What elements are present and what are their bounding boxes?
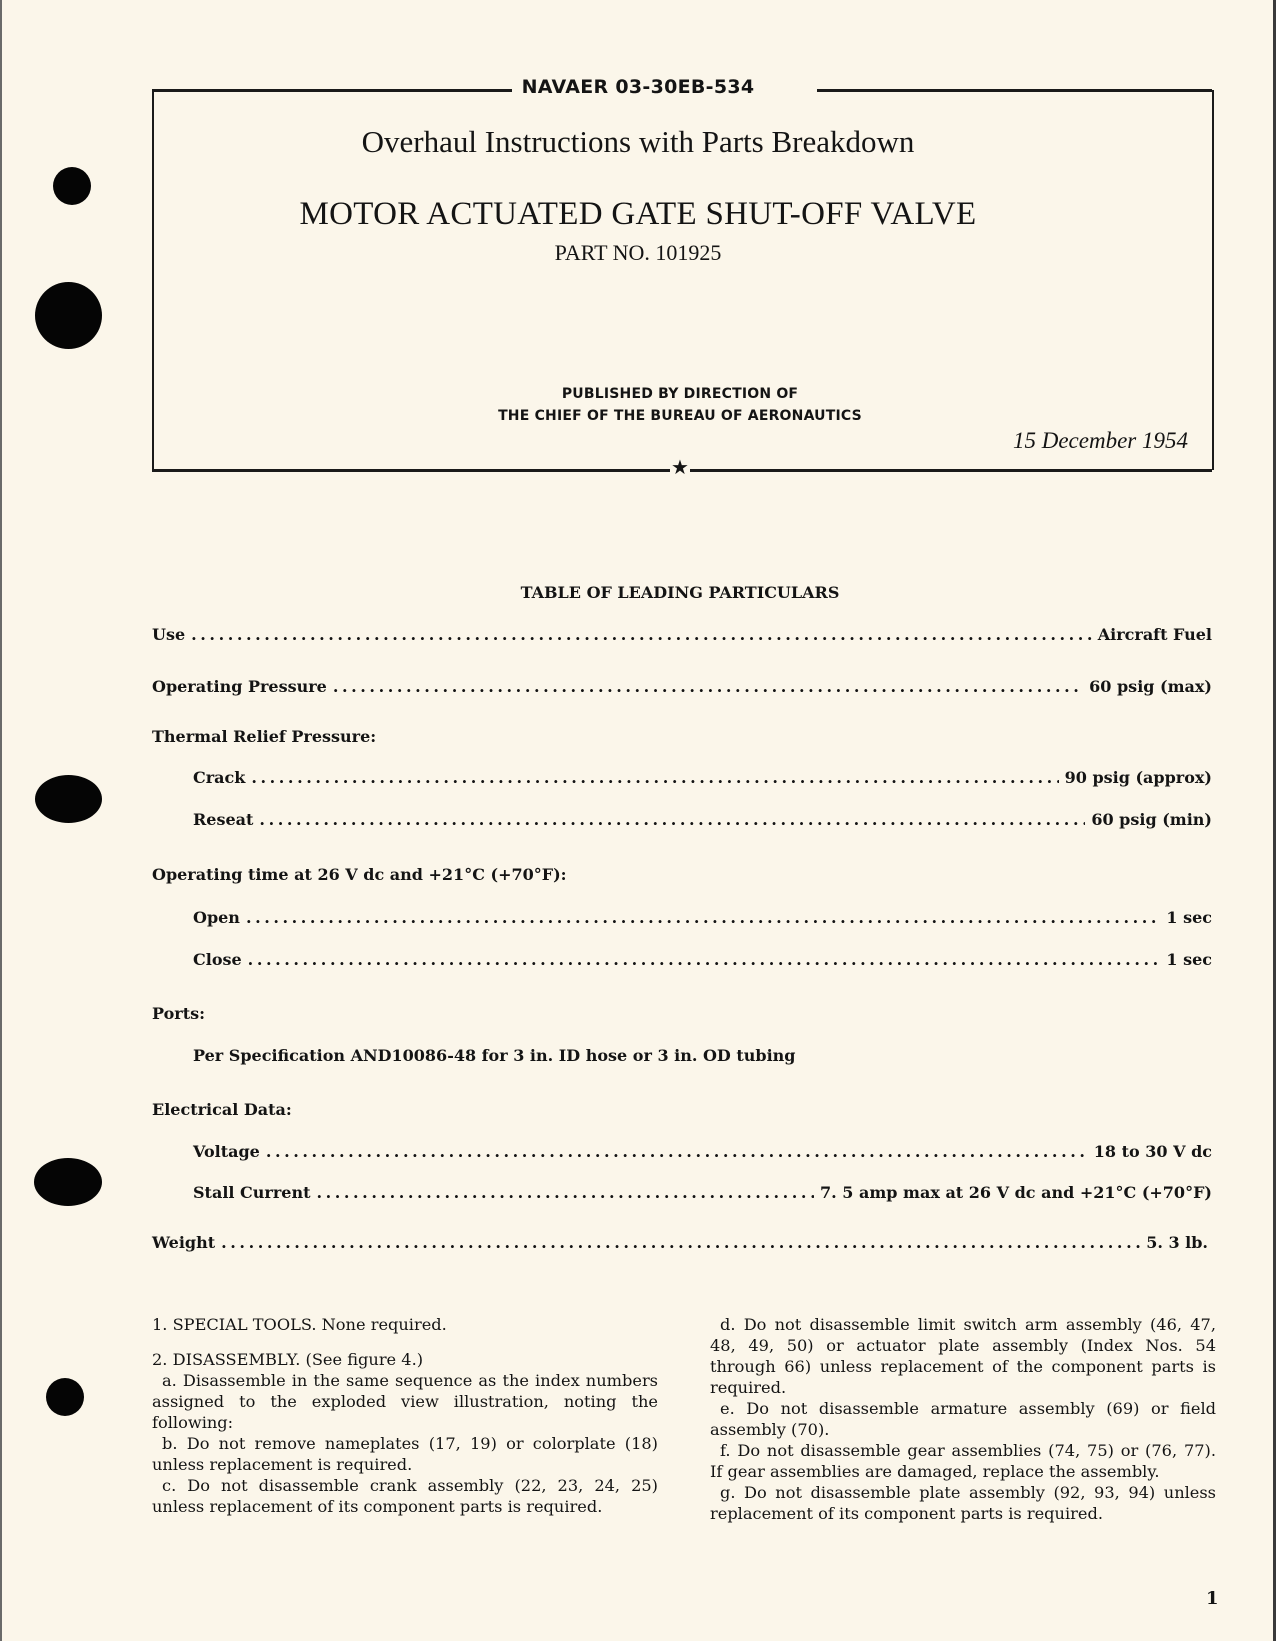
operating-time-heading: Operating time at 26 V dc and +21°C (+70°F): bbox=[152, 865, 567, 884]
paragraph-b: b. Do not remove nameplates (17, 19) or colorplate (18) unless replacement is required. bbox=[152, 1434, 658, 1474]
particular-reseat bbox=[193, 810, 1212, 829]
section-special-tools: 1. SPECIAL TOOLS. None required. bbox=[152, 1315, 447, 1334]
paragraph-c: c. Do not disassemble crank assembly (22, 23, 24, 25) unless replacement of its component parts is required. bbox=[152, 1476, 658, 1516]
particular-label: Use bbox=[152, 625, 186, 644]
particular-voltage bbox=[193, 1142, 1212, 1161]
particular-label: Voltage bbox=[193, 1142, 260, 1161]
particular-value: 5. 3 lb. bbox=[1146, 1233, 1208, 1252]
particular-value: 18 to 30 V dc bbox=[1093, 1142, 1212, 1161]
publisher-line-1: PUBLISHED BY DIRECTION OF bbox=[561, 386, 799, 402]
page-number: 1 bbox=[1206, 1588, 1219, 1609]
particular-operating-pressure bbox=[152, 677, 1212, 696]
document-id: NAVAER 03-30EB-534 bbox=[0, 76, 1276, 98]
particular-label: Stall Current bbox=[193, 1183, 311, 1202]
particular-use bbox=[152, 625, 1212, 644]
particular-value: 1 sec bbox=[1166, 950, 1212, 969]
punch-hole-icon bbox=[35, 775, 102, 823]
particular-value: 7. 5 amp max at 26 V dc and +21°C (+70°F) bbox=[820, 1183, 1212, 1202]
punch-hole-icon bbox=[35, 282, 102, 349]
particular-label: Crack bbox=[193, 768, 246, 787]
paragraph-d: d. Do not disassemble limit switch arm assembly (46, 47, 48, 49, 50) or actuator plate assembly (Index Nos. 54 through 66) unless replacement of the component parts is required. bbox=[710, 1315, 1216, 1397]
particular-label: Close bbox=[193, 950, 242, 969]
particular-value: 90 psig (approx) bbox=[1064, 768, 1212, 787]
particular-crack bbox=[193, 768, 1212, 787]
paragraph-g: g. Do not disassemble plate assembly (92, 93, 94) unless replacement of its component parts is required. bbox=[710, 1483, 1216, 1523]
leader-dots bbox=[333, 677, 1083, 696]
ports-heading: Ports: bbox=[152, 1004, 206, 1023]
leader-dots bbox=[248, 950, 1161, 969]
particular-value: 60 psig (max) bbox=[1089, 677, 1212, 696]
particular-value: 1 sec bbox=[1166, 908, 1212, 927]
body-column-left bbox=[152, 1314, 658, 1517]
publication-date: 15 December 1954 bbox=[1012, 428, 1188, 453]
punch-hole-icon bbox=[34, 1158, 102, 1206]
leading-particulars-title: TABLE OF LEADING PARTICULARS bbox=[520, 583, 840, 602]
publisher-line-2: THE CHIEF OF THE BUREAU OF AERONAUTICS bbox=[498, 408, 862, 424]
paragraph-a: a. Disassemble in the same sequence as the index numbers assigned to the exploded view illustration, noting the following: bbox=[152, 1371, 658, 1432]
particular-label: Weight bbox=[152, 1233, 216, 1252]
particular-value: Aircraft Fuel bbox=[1097, 625, 1212, 644]
particular-close bbox=[193, 950, 1212, 969]
particular-label: Open bbox=[193, 908, 240, 927]
particular-weight bbox=[152, 1233, 1208, 1252]
section-disassembly: 2. DISASSEMBLY. (See figure 4.) bbox=[152, 1350, 424, 1369]
particular-label: Reseat bbox=[193, 810, 254, 829]
leader-dots bbox=[221, 1233, 1140, 1252]
star-icon: ★ bbox=[671, 457, 689, 479]
leader-dots bbox=[251, 768, 1058, 787]
leader-dots bbox=[259, 810, 1085, 829]
paragraph-f: f. Do not disassemble gear assemblies (74, 75) or (76, 77). If gear assemblies are damaged, replace the assembly. bbox=[710, 1441, 1216, 1481]
document-title: Overhaul Instructions with Parts Breakdown bbox=[361, 124, 915, 159]
part-number: PART NO. 101925 bbox=[554, 240, 722, 265]
leader-dots bbox=[246, 908, 1160, 927]
leader-dots bbox=[191, 625, 1092, 644]
document-subject: MOTOR ACTUATED GATE SHUT-OFF VALVE bbox=[299, 196, 977, 232]
leader-dots bbox=[316, 1183, 814, 1202]
particular-stall-current bbox=[193, 1183, 1212, 1202]
punch-hole-icon bbox=[46, 1378, 84, 1416]
electrical-data-heading: Electrical Data: bbox=[152, 1100, 292, 1119]
particular-value: 60 psig (min) bbox=[1091, 810, 1212, 829]
particular-label: Operating Pressure bbox=[152, 677, 327, 696]
particular-open bbox=[193, 908, 1212, 927]
ports-specification: Per Specification AND10086-48 for 3 in. ID hose or 3 in. OD tubing bbox=[193, 1046, 796, 1065]
thermal-relief-heading: Thermal Relief Pressure: bbox=[152, 727, 377, 746]
body-column-right bbox=[710, 1314, 1216, 1524]
paragraph-e: e. Do not disassemble armature assembly (69) or field assembly (70). bbox=[710, 1399, 1216, 1439]
leader-dots bbox=[266, 1142, 1088, 1161]
